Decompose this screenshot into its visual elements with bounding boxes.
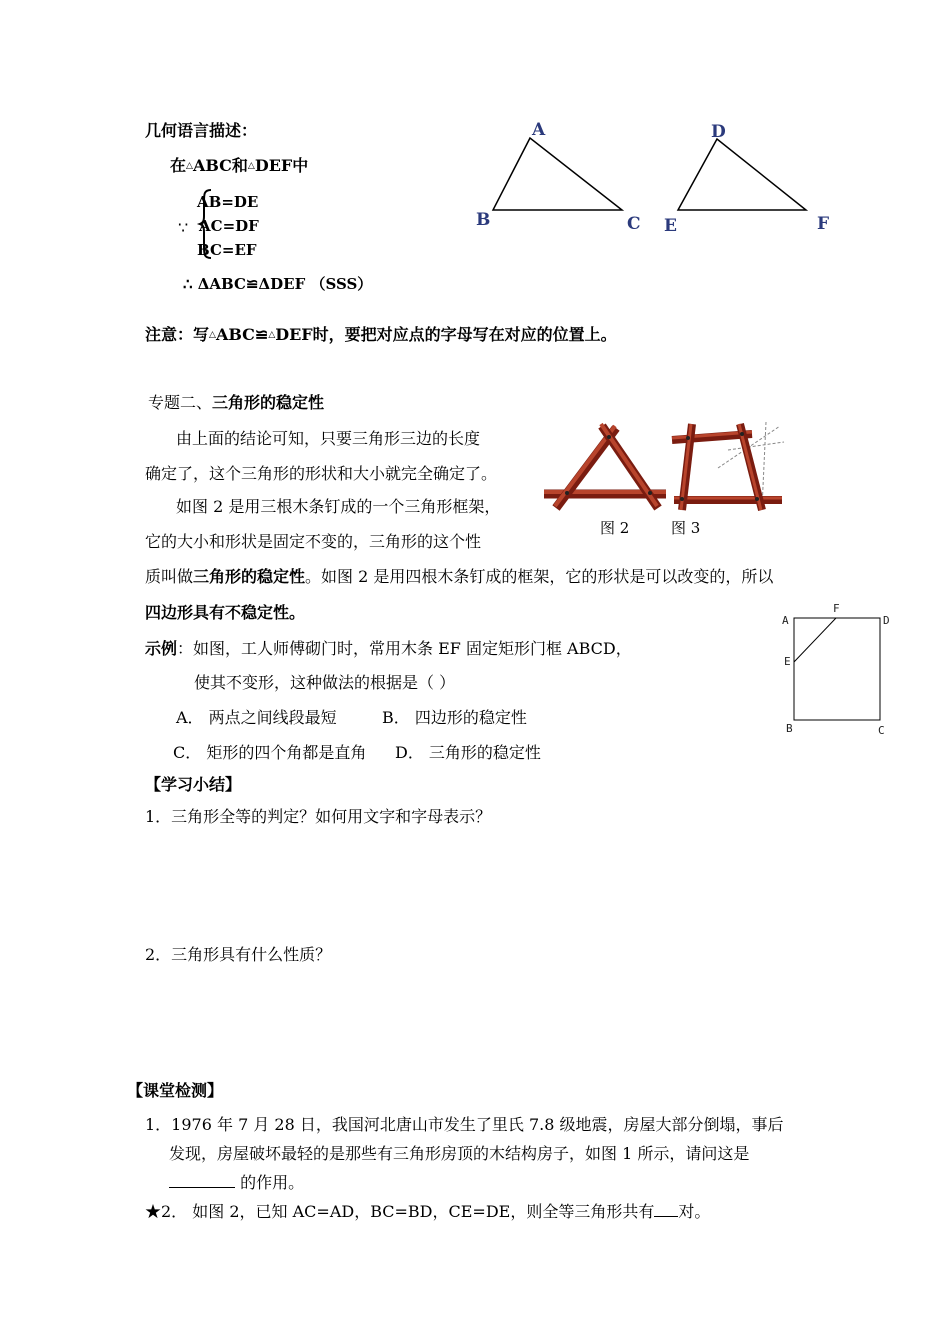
door-label-b: B xyxy=(786,722,793,735)
topic2-line5: 质叫做三角形的稳定性。如图 2 是用四根木条钉成的框架，它的形状是可以改变的，所以 xyxy=(145,567,774,586)
option-c[interactable]: C． 矩形的四个角都是直角 xyxy=(173,743,367,762)
answer-blank-count[interactable] xyxy=(654,1202,678,1217)
geo-heading: 几何语言描述： xyxy=(145,121,258,140)
option-d[interactable]: D． 三角形的稳定性 xyxy=(395,743,541,762)
check-heading: 【课堂检测】 xyxy=(127,1081,224,1100)
fig3-caption: 图 3 xyxy=(671,519,701,537)
wooden-quadrilateral-figure xyxy=(670,420,790,515)
summary-q2: 2．三角形具有什么性质？ xyxy=(145,945,332,964)
triangle-def-shape xyxy=(678,139,806,210)
condition-ac-df: AC=DF xyxy=(199,217,259,235)
option-a[interactable]: A． 两点之间线段最短 xyxy=(176,708,337,727)
door-label-f: F xyxy=(833,602,840,615)
triangle-symbol-icon: △ xyxy=(268,330,276,340)
vertex-label-f: F xyxy=(817,214,830,234)
brace-ef xyxy=(794,618,836,662)
conclusion: ∴ ΔABC≌ΔDEF （SSS） xyxy=(183,275,373,293)
example-line2: 使其不变形，这种做法的根据是（ ） xyxy=(194,673,456,692)
door-label-c: C xyxy=(878,724,885,737)
option-b[interactable]: B． 四边形的稳定性 xyxy=(382,708,527,727)
example-line1: 示例：如图，工人师傅砌门时，常用木条 EF 固定矩形门框 ABCD， xyxy=(145,639,632,658)
summary-heading: 【学习小结】 xyxy=(145,775,242,794)
triangle-symbol-icon: △ xyxy=(209,330,216,340)
condition-ab-de: AB=DE xyxy=(197,193,259,211)
condition-bc-ef: BC=EF xyxy=(197,241,257,259)
note: 注意：写△ABC≌△DEF时，要把对应点的字母写在对应的位置上。 xyxy=(145,325,617,344)
topic2-line4: 它的大小和形状是固定不变的，三角形的这个性 xyxy=(145,532,482,551)
door-frame-rect xyxy=(794,618,880,720)
geo-intro: 在△ABC和△DEF中 xyxy=(170,156,309,175)
vertex-label-a: A xyxy=(532,120,546,140)
because-symbol: ∵ xyxy=(178,218,189,237)
vertex-label-d: D xyxy=(711,122,726,142)
topic2-title: 专题二、三角形的稳定性 xyxy=(148,393,325,412)
door-label-a: A xyxy=(782,614,789,627)
fig2-caption: 图 2 xyxy=(600,519,630,537)
check-q1-line2: 发现，房屋破坏最轻的是那些有三角形房顶的木结构房子，如图 1 所示，请问这是 xyxy=(169,1144,750,1163)
check-q1-line1: 1．1976 年 7 月 28 日，我国河北唐山市发生了里氏 7.8 级地震，房屋大部分倒塌，事后 xyxy=(145,1115,784,1134)
vertex-label-c: C xyxy=(627,214,641,234)
check-q2: ★2． 如图 2，已知 AC=AD，BC=BD，CE=DE，则全等三角形共有 对。 xyxy=(145,1202,711,1221)
triangle-symbol-icon: △ xyxy=(186,161,193,171)
wooden-triangle-figure xyxy=(540,420,670,515)
answer-blank[interactable] xyxy=(169,1173,235,1188)
topic2-line3: 如图 2 是用三根木条钉成的一个三角形框架， xyxy=(176,497,501,516)
vertex-label-b: B xyxy=(476,210,491,230)
topic2-line6: 四边形具有不稳定性。 xyxy=(145,603,306,622)
vertex-label-e: E xyxy=(664,216,677,236)
triangle-abc-shape xyxy=(493,138,622,210)
topic2-line1: 由上面的结论可知，只要三角形三边的长度 xyxy=(176,429,481,448)
door-frame-figure xyxy=(780,600,900,740)
door-label-e: E xyxy=(784,655,791,668)
triangle-symbol-icon: △ xyxy=(247,161,255,171)
check-q1-line3: 的作用。 xyxy=(169,1170,304,1193)
topic2-line2: 确定了，这个三角形的形状和大小就完全确定了。 xyxy=(145,464,498,483)
triangle-abc-figure xyxy=(470,115,650,235)
triangle-def-figure xyxy=(660,115,830,235)
door-label-d: D xyxy=(883,614,890,627)
summary-q1: 1．三角形全等的判定？如何用文字和字母表示？ xyxy=(145,807,492,826)
